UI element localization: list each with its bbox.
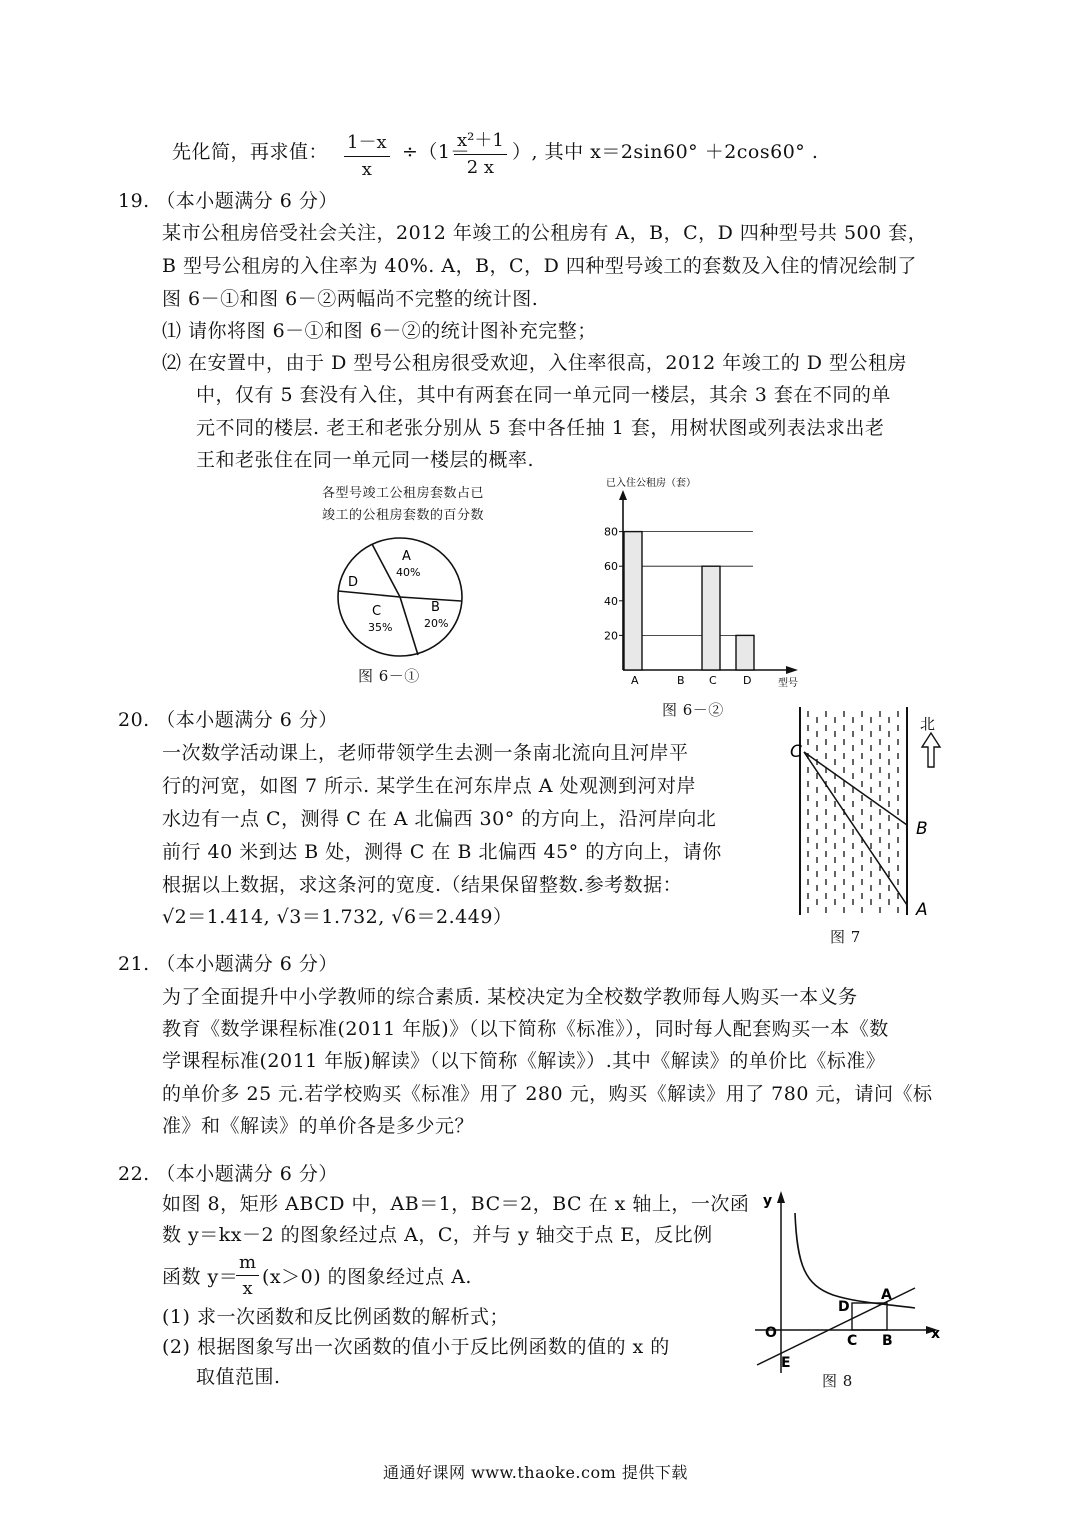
bar-caption: 图 6－② bbox=[662, 701, 724, 719]
line-c-b bbox=[804, 752, 907, 825]
q22-fraction-den: x bbox=[242, 1278, 253, 1299]
q19-line-2: B 型号公租房的入住率为 40%. A，B，C，D 四种型号竣工的套数及入住的情况绘制了 bbox=[162, 255, 917, 277]
pie-caption: 图 6－① bbox=[358, 667, 420, 685]
q19-line-1: 某市公租房倍受社会关注，2012 年竣工的公租房有 A，B，C，D 四种型号共 500 套， bbox=[162, 222, 928, 244]
q18-mid-b: ）, 其中 x＝2sin60° ＋2cos60° . bbox=[512, 141, 819, 163]
label-c: C bbox=[790, 742, 802, 762]
q19-part-2-line-3: 元不同的楼层. 老王和老张分别从 5 套中各任抽 1 套，用树状图或列表法求出老 bbox=[196, 417, 885, 439]
q20-number: 20. （本小题满分 6 分） bbox=[118, 709, 338, 731]
q21-number: 21. （本小题满分 6 分） bbox=[118, 953, 338, 975]
q20-line-6: √2＝1.414, √3＝1.732, √6＝2.449） bbox=[162, 906, 513, 928]
hyperbola-curve bbox=[795, 1213, 915, 1308]
q21-line-2: 教育《数学课程标准(2011 年版)》（以下简称《标准》），同时每人配套购买一本《数 bbox=[162, 1018, 889, 1040]
graph-label-a: A bbox=[881, 1287, 892, 1303]
q19-part-2-line-4: 王和老张住在同一单元同一楼层的概率. bbox=[196, 449, 535, 471]
footer-text: 通通好课网 www.thaoke.com 提供下载 bbox=[383, 1463, 688, 1482]
q22-part-2-line-1: (2) 根据图象写出一次函数的值小于反比例函数的值的 x 的 bbox=[162, 1336, 670, 1358]
q22-line-3a: 函数 y＝ bbox=[162, 1266, 239, 1288]
graph-y-arrow bbox=[777, 1191, 785, 1203]
q22-line-1: 如图 8，矩形 ABCD 中，AB＝1，BC＝2，BC 在 x 轴上，一次函 bbox=[162, 1193, 750, 1215]
pie-chart bbox=[330, 535, 470, 660]
q20-line-5: 根据以上数据，求这条河的宽度.（结果保留整数.参考数据： bbox=[162, 874, 683, 896]
bar-x-arrow bbox=[786, 666, 798, 674]
q21-line-5: 准》和《解读》的单价各是多少元？ bbox=[162, 1115, 475, 1137]
q22-number: 22. （本小题满分 6 分） bbox=[118, 1163, 338, 1185]
q18-fraction-1 bbox=[344, 128, 390, 180]
bar-category-label: B bbox=[677, 674, 685, 687]
graph-label-x: x bbox=[931, 1326, 941, 1342]
q19-part-2-line-1: ⑵ 在安置中，由于 D 型号公租房很受欢迎，入住率很高，2012 年竣工的 D 型公租房 bbox=[162, 352, 908, 374]
pie-title-line-1: 各型号竣工公租房套数占已 bbox=[322, 486, 485, 501]
q20-line-4: 前行 40 米到达 B 处，测得 C 在 B 北偏西 45° 的方向上，请你 bbox=[162, 841, 722, 863]
graph-figure bbox=[745, 1185, 955, 1385]
bar-y-tick-label: 40 bbox=[604, 594, 618, 608]
q21-line-3: 学课程标准(2011 年版)解读》（以下简称《解读》）.其中《解读》的单价比《标准》 bbox=[162, 1050, 886, 1072]
q19-line-3: 图 6－①和图 6－②两幅尚不完整的统计图. bbox=[162, 288, 539, 310]
label-b: B bbox=[916, 819, 928, 839]
bar-y-tick-label: 20 bbox=[604, 629, 618, 643]
river-figure bbox=[790, 705, 950, 920]
q21-line-1: 为了全面提升中小学教师的综合素质. 某校决定为全校数学教师每人购买一本义务 bbox=[162, 986, 858, 1008]
pie-label-b: B bbox=[431, 600, 440, 615]
q22-line-2: 数 y＝kx－2 的图象经过点 A，C，并与 y 轴交于点 E，反比例 bbox=[162, 1224, 713, 1246]
q18-fraction-1-den: x bbox=[361, 159, 372, 180]
label-north: 北 bbox=[920, 715, 936, 733]
q19-part-2-line-2: 中，仅有 5 套没有入住，其中有两套在同一单元同一楼层，其余 3 套在不同的单 bbox=[196, 384, 891, 406]
graph-label-o: O bbox=[765, 1325, 777, 1341]
q22-fraction bbox=[236, 1252, 259, 1299]
q22-part-1: (1) 求一次函数和反比例函数的解析式； bbox=[162, 1306, 509, 1328]
graph-label-d: D bbox=[838, 1299, 850, 1315]
bar-ylabel: 已入住公租房（套） bbox=[606, 478, 696, 489]
bar-xlabel: 型号 bbox=[778, 678, 798, 689]
q21-line-4: 的单价多 25 元.若学校购买《标准》用了 280 元，购买《解读》用了 780 元，请问《标 bbox=[162, 1083, 933, 1105]
bar-category-label: A bbox=[631, 674, 639, 687]
pie-value-a: 40% bbox=[396, 566, 421, 579]
q18-fraction-2-num: x²＋1 bbox=[454, 126, 507, 155]
bar-y-arrow bbox=[619, 490, 627, 500]
bar-a bbox=[624, 532, 642, 670]
fig7-caption: 图 7 bbox=[830, 928, 861, 946]
line-c-a bbox=[804, 752, 907, 905]
fig8-caption: 图 8 bbox=[822, 1372, 853, 1390]
q20-line-2: 行的河宽，如图 7 所示. 某学生在河东岸点 A 处观测到河对岸 bbox=[162, 775, 697, 797]
q19-part-1: ⑴ 请你将图 6－①和图 6－②的统计图补充完整； bbox=[162, 320, 597, 342]
q18-prefix: 先化简，再求值： bbox=[172, 141, 329, 163]
bar-category-label: D bbox=[743, 674, 752, 687]
q18-fraction-2-den: 2 x bbox=[466, 157, 495, 178]
pie-label-a: A bbox=[402, 549, 411, 564]
north-arrow-icon bbox=[922, 733, 940, 767]
q20-line-3: 水边有一点 C，测得 C 在 A 北偏西 30° 的方向上，沿河岸向北 bbox=[162, 808, 717, 830]
q18-fraction-2 bbox=[454, 126, 507, 178]
bar-c bbox=[702, 566, 720, 670]
q18-fraction-1-num: 1－x bbox=[344, 128, 390, 157]
pie-label-d: D bbox=[348, 575, 359, 590]
pie-label-c: C bbox=[372, 604, 382, 619]
q22-fraction-num: m bbox=[236, 1252, 259, 1276]
q22-part-2-line-2: 取值范围. bbox=[196, 1366, 281, 1388]
bar-d bbox=[736, 635, 754, 670]
label-a: A bbox=[916, 900, 928, 920]
bar-y-tick-label: 80 bbox=[604, 525, 618, 539]
pie-title-line-2: 竣工的公租房套数的百分数 bbox=[322, 508, 485, 523]
graph-label-y: y bbox=[763, 1193, 773, 1209]
graph-label-c: C bbox=[847, 1333, 858, 1349]
pie-value-c: 35% bbox=[368, 621, 393, 634]
bar-category-label: C bbox=[709, 674, 717, 687]
bar-chart bbox=[596, 474, 816, 724]
q19-number: 19. （本小题满分 6 分） bbox=[118, 190, 338, 212]
graph-label-b: B bbox=[882, 1333, 893, 1349]
pie-value-b: 20% bbox=[424, 617, 449, 630]
q22-line-3b: (x＞0) 的图象经过点 A. bbox=[262, 1266, 472, 1288]
graph-label-e: E bbox=[781, 1355, 791, 1371]
bar-y-tick-label: 60 bbox=[604, 560, 618, 574]
q20-line-1: 一次数学活动课上，老师带领学生去测一条南北流向且河岸平 bbox=[162, 742, 689, 764]
q18-mid-a: ÷（1－ bbox=[402, 141, 471, 163]
